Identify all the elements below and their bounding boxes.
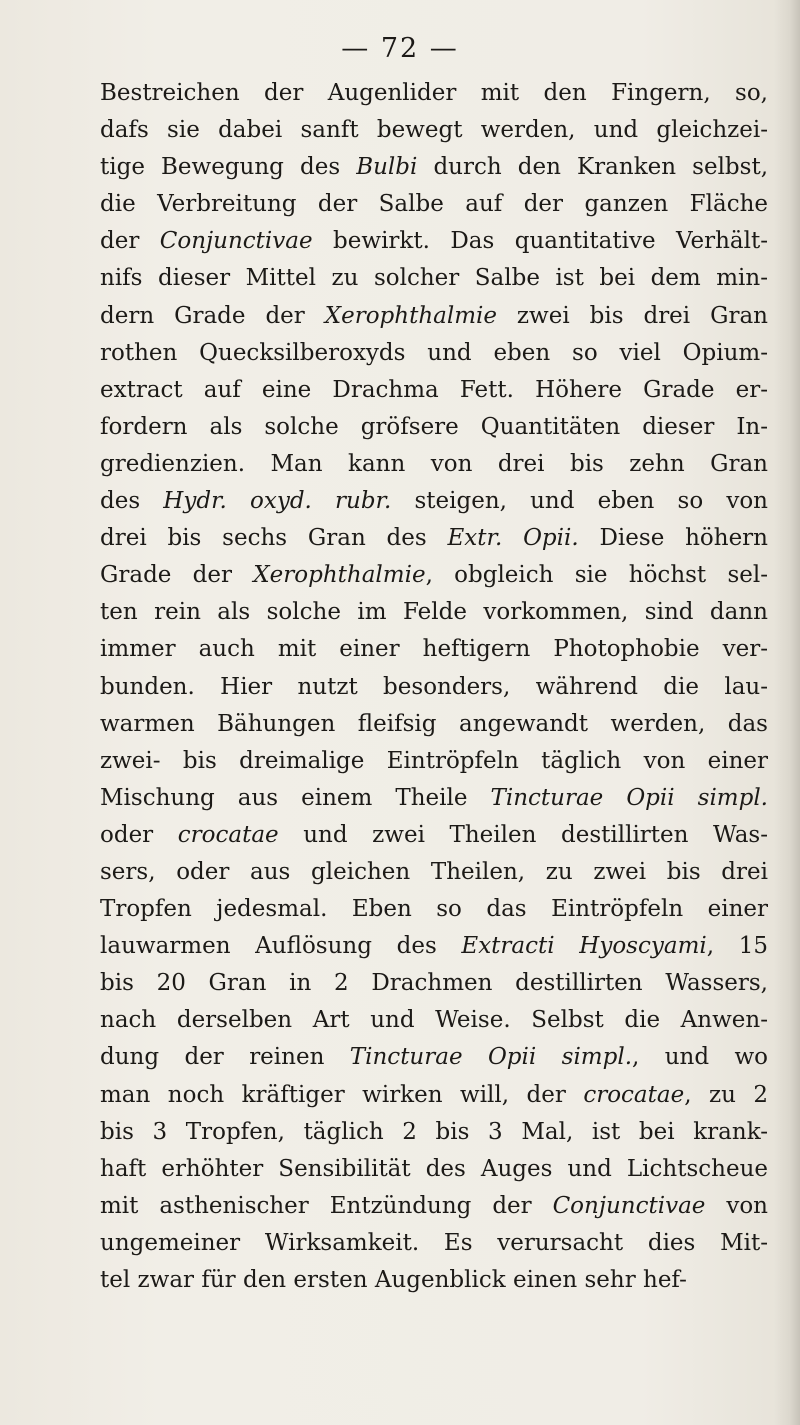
text-line: [100, 669, 768, 706]
text-run: drei bis sechs Gran des: [100, 525, 448, 552]
text-line: [100, 631, 768, 668]
text-line: [100, 1002, 768, 1039]
text-line: [100, 112, 768, 149]
text-run: oder: [100, 821, 178, 848]
text-run: , obgleich sie höchst sel-: [425, 562, 768, 589]
text-run: bunden. Hier nutzt besonders, während die lau-: [100, 673, 768, 700]
text-line: [100, 149, 768, 186]
text-line: [100, 891, 768, 928]
text-line: [100, 223, 768, 260]
latin-term: crocatae: [583, 1081, 685, 1108]
latin-term: Conjunctivae: [159, 228, 313, 255]
latin-term: Bulbi: [356, 154, 418, 181]
text-line: [100, 520, 768, 557]
text-run: sers, oder aus gleichen Theilen, zu zwei bis drei: [100, 858, 768, 885]
text-line: [100, 1039, 768, 1076]
text-line: [100, 854, 768, 891]
text-run: warmen Bähungen fleifsig angewandt werden, das: [100, 710, 768, 737]
text-run: mit asthenischer Entzündung der: [100, 1192, 553, 1219]
latin-term: Extracti Hyoscyami: [461, 933, 707, 960]
text-line: [100, 298, 768, 335]
text-line: [100, 743, 768, 780]
text-run: von: [705, 1192, 768, 1219]
text-run: , zu 2: [684, 1081, 769, 1108]
text-line: [100, 706, 768, 743]
text-run: extract auf eine Drachma Fett. Höhere Grade er-: [100, 376, 768, 403]
text-run: tige Bewegung des: [100, 154, 357, 181]
text-line: [100, 1114, 768, 1151]
latin-term: Tincturae Opii simpl.: [349, 1044, 632, 1071]
text-line: [100, 260, 768, 297]
text-run: Bestreichen der Augenlider mit den Fingern, so,: [100, 80, 768, 106]
text-run: Diese höhern: [578, 525, 768, 552]
latin-term: crocatae: [177, 821, 279, 848]
latin-term: Xerophthalmie: [324, 302, 497, 329]
text-line: [100, 1151, 768, 1188]
text-line: [100, 780, 768, 817]
text-run: fordern als solche gröfsere Quantitäten dieser In-: [100, 413, 768, 440]
text-run: steigen, und eben so von: [391, 488, 768, 515]
text-line: [100, 1225, 768, 1262]
text-run: ungemeiner Wirksamkeit. Es verursacht dies Mit-: [100, 1229, 768, 1256]
text-run: gredienzien. Man kann von drei bis zehn Gran: [100, 450, 768, 477]
text-run: lauwarmen Auflösung des: [100, 933, 462, 960]
text-run: zwei bis drei Gran: [496, 302, 768, 329]
text-run: man noch kräftiger wirken will, der: [100, 1081, 584, 1108]
text-line: [100, 409, 768, 446]
text-line: [100, 1077, 768, 1114]
text-line: [100, 965, 768, 1002]
text-line: [100, 75, 768, 112]
latin-term: Hydr. oxyd. rubr.: [163, 488, 392, 515]
text-line: [100, 1262, 768, 1299]
text-line: [100, 1188, 768, 1225]
text-run: bis 3 Tropfen, täglich 2 bis 3 Mal, ist bei krank-: [100, 1118, 768, 1145]
text-line: [100, 594, 768, 631]
text-run: ten rein als solche im Felde vorkommen, sind dann: [100, 599, 768, 626]
text-run: rothen Quecksilberoxyds und eben so viel Opium-: [100, 339, 768, 366]
text-run: zwei- bis dreimalige Eintröpfeln täglich von einer: [100, 747, 768, 774]
text-line: [100, 372, 768, 409]
text-run: der: [100, 228, 160, 255]
text-run: haft erhöhter Sensibilität des Auges und Lichtscheue: [100, 1155, 768, 1182]
text-run: durch den Kranken selbst,: [417, 154, 769, 181]
page-number: — 72 —: [341, 33, 459, 64]
text-run: , und wo: [632, 1044, 768, 1071]
text-run: bis 20 Gran in 2 Drachmen destillirten Wassers,: [100, 970, 768, 997]
latin-term: Conjunctivae: [552, 1192, 706, 1219]
text-run: Mischung aus einem Theile: [100, 784, 491, 811]
text-line: [100, 817, 768, 854]
text-run: Grade der: [100, 562, 254, 589]
text-run: nifs dieser Mittel zu solcher Salbe ist bei dem min-: [100, 265, 768, 292]
text-line: [100, 186, 768, 223]
page-edge-shadow: [774, 0, 800, 1425]
text-run: dern Grade der: [100, 302, 325, 329]
text-run: und zwei Theilen destillirten Was-: [278, 821, 768, 848]
text-run: Tropfen jedesmal. Eben so das Eintröpfeln einer: [100, 896, 768, 923]
text-run: , 15: [706, 933, 768, 960]
text-run: tel zwar für den ersten Augenblick einen sehr hef-: [100, 1267, 687, 1293]
text-run: immer auch mit einer heftigern Photophobie ver-: [100, 636, 768, 663]
text-run: des: [100, 488, 164, 515]
text-line: [100, 557, 768, 594]
text-run: bewirkt. Das quantitative Verhält-: [312, 228, 769, 255]
text-run: dafs sie dabei sanft bewegt werden, und gleichzei-: [100, 117, 768, 144]
text-line: [100, 335, 768, 372]
latin-term: Extr. Opii.: [447, 525, 579, 552]
body-text: [100, 75, 768, 1299]
text-run: die Verbreitung der Salbe auf der ganzen Fläche: [100, 191, 768, 218]
text-run: dung der reinen: [100, 1044, 350, 1071]
text-line: [100, 928, 768, 965]
latin-term: Xerophthalmie: [253, 562, 426, 589]
text-line: [100, 483, 768, 520]
latin-term: Tincturae Opii simpl.: [490, 784, 768, 811]
text-line: [100, 446, 768, 483]
text-run: nach derselben Art und Weise. Selbst die Anwen-: [100, 1007, 768, 1034]
